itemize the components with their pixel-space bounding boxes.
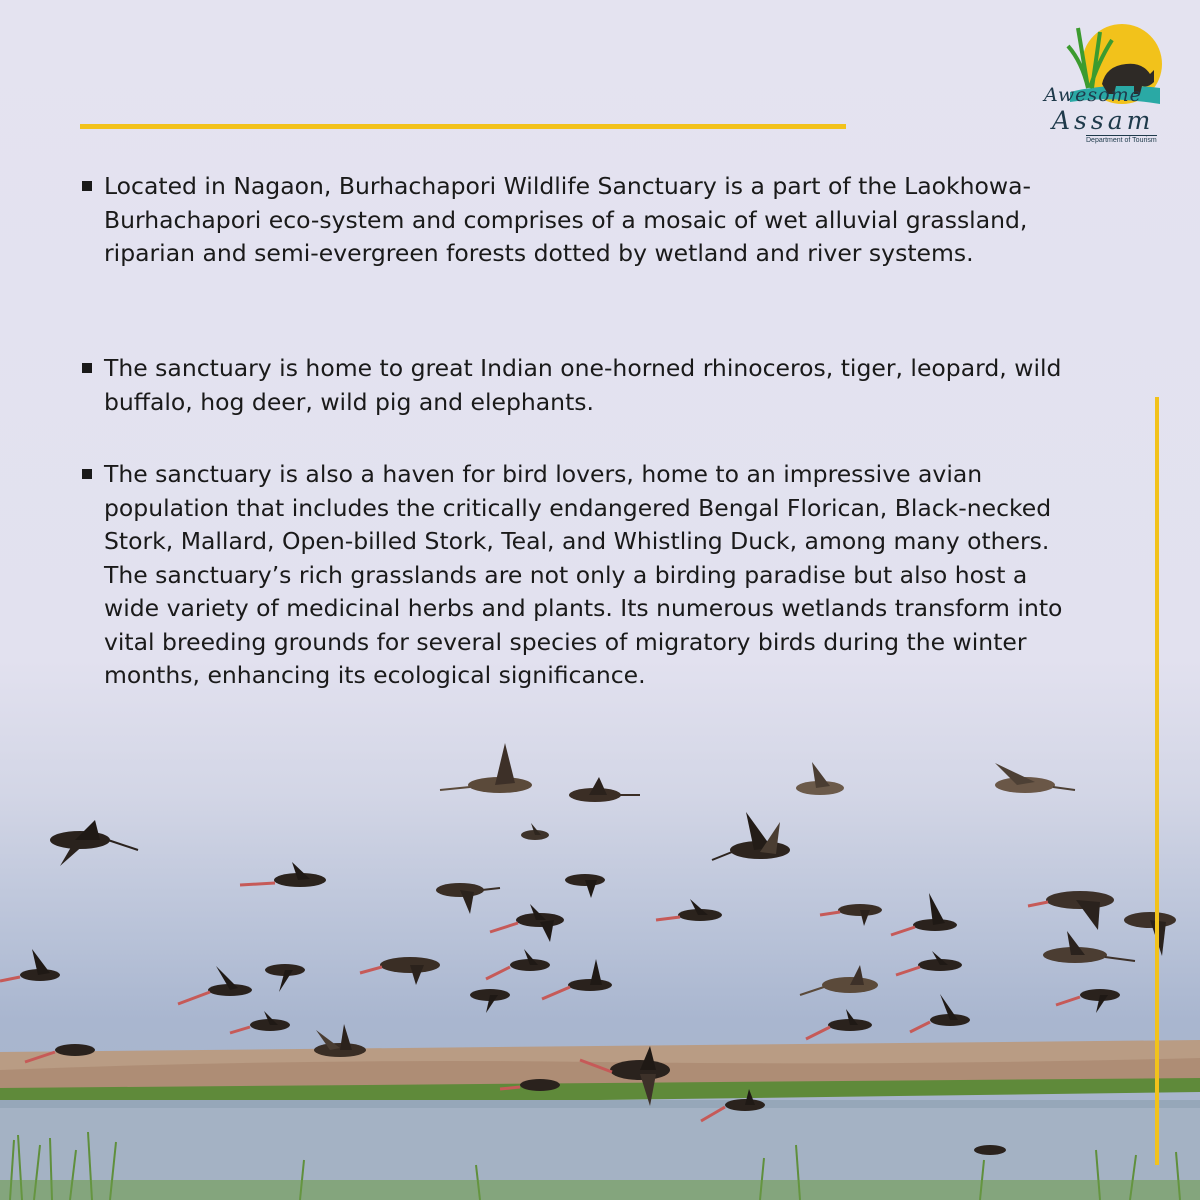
bullet-paragraph-location (78, 170, 1078, 271)
awesome-assam-logo (1030, 22, 1166, 152)
paragraph-text: The sanctuary is also a haven for bird lovers, home to an impressive avian population that includes the critically endangered Bengal Florican, Black-necked Stork, Mallard, Open-billed Stork, Teal, and Whistling Duck, among many others. The sanctuary’s rich grasslands are not only a birding paradise but also host a wide variety of medicinal herbs and plants. Its numerous wetlands transform into vital breeding grounds for several species of migratory birds during the winter months, enhancing its ecological significance. (104, 460, 1063, 689)
logo-word-awesome: Awesome (1044, 84, 1142, 106)
bullet-paragraph-wildlife (78, 352, 1078, 419)
logo-word-assam: Assam (1052, 106, 1155, 135)
side-accent-rule (1155, 397, 1159, 1165)
bird-flock-photo (0, 740, 1200, 1200)
logo-department-label: Department of Tourism (1086, 137, 1157, 144)
square-bullet-icon (82, 469, 92, 479)
bullet-paragraph-birds (78, 458, 1078, 693)
square-bullet-icon (82, 181, 92, 191)
square-bullet-icon (82, 363, 92, 373)
top-accent-rule (80, 124, 846, 129)
paragraph-text: Located in Nagaon, Burhachapori Wildlife Sanctuary is a part of the Laokhowa-Burhachapori eco-system and comprises of a mosaic of wet alluvial grassland, riparian and semi-evergreen forests dotted by wetland and river systems. (104, 172, 1031, 267)
paragraph-text: The sanctuary is home to great Indian one-horned rhinoceros, tiger, leopard, wild buffalo, hog deer, wild pig and elephants. (104, 354, 1062, 416)
